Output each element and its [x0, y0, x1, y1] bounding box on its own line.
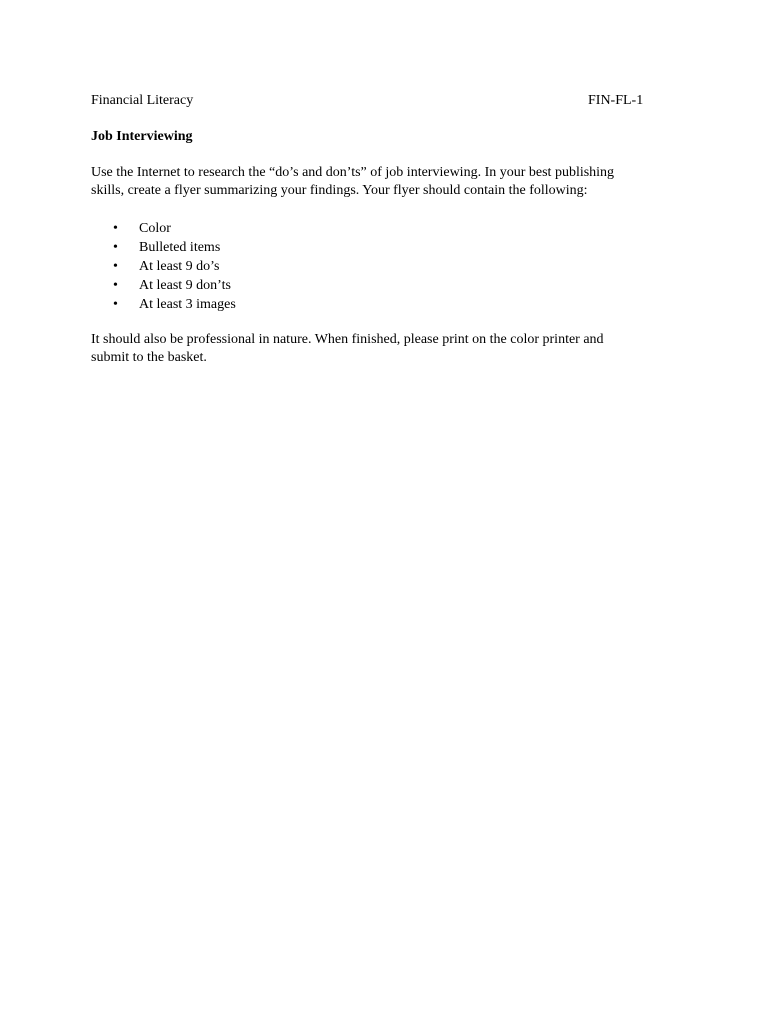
list-item	[113, 238, 236, 257]
requirements-list	[113, 219, 236, 314]
closing-line: submit to the basket.	[91, 350, 207, 365]
document-header	[91, 92, 651, 112]
bullet-icon: •	[113, 221, 118, 236]
list-item-label: At least 9 do’s	[139, 259, 220, 274]
bullet-icon: •	[113, 297, 118, 312]
bullet-icon: •	[113, 259, 118, 274]
course-code: FIN-FL-1	[588, 93, 644, 108]
list-item-label: At least 3 images	[139, 297, 236, 312]
course-name: Financial Literacy	[91, 93, 194, 108]
list-item	[113, 257, 236, 276]
list-item-label: At least 9 don’ts	[139, 278, 231, 293]
closing-line: It should also be professional in nature. When finished, please print on the color printer and	[91, 332, 604, 347]
list-item	[113, 219, 236, 238]
list-item	[113, 276, 236, 295]
assignment-title: Job Interviewing	[91, 129, 193, 144]
intro-line: Use the Internet to research the “do’s and don’ts” of job interviewing. In your best publishing	[91, 165, 615, 180]
list-item-label: Bulleted items	[139, 240, 221, 255]
bullet-icon: •	[113, 278, 118, 293]
closing-paragraph	[91, 331, 681, 367]
list-item	[113, 295, 236, 314]
intro-paragraph	[91, 164, 681, 200]
intro-line: skills, create a flyer summarizing your findings. Your flyer should contain the following:	[91, 183, 588, 198]
bullet-icon: •	[113, 240, 118, 255]
list-item-label: Color	[139, 221, 171, 236]
